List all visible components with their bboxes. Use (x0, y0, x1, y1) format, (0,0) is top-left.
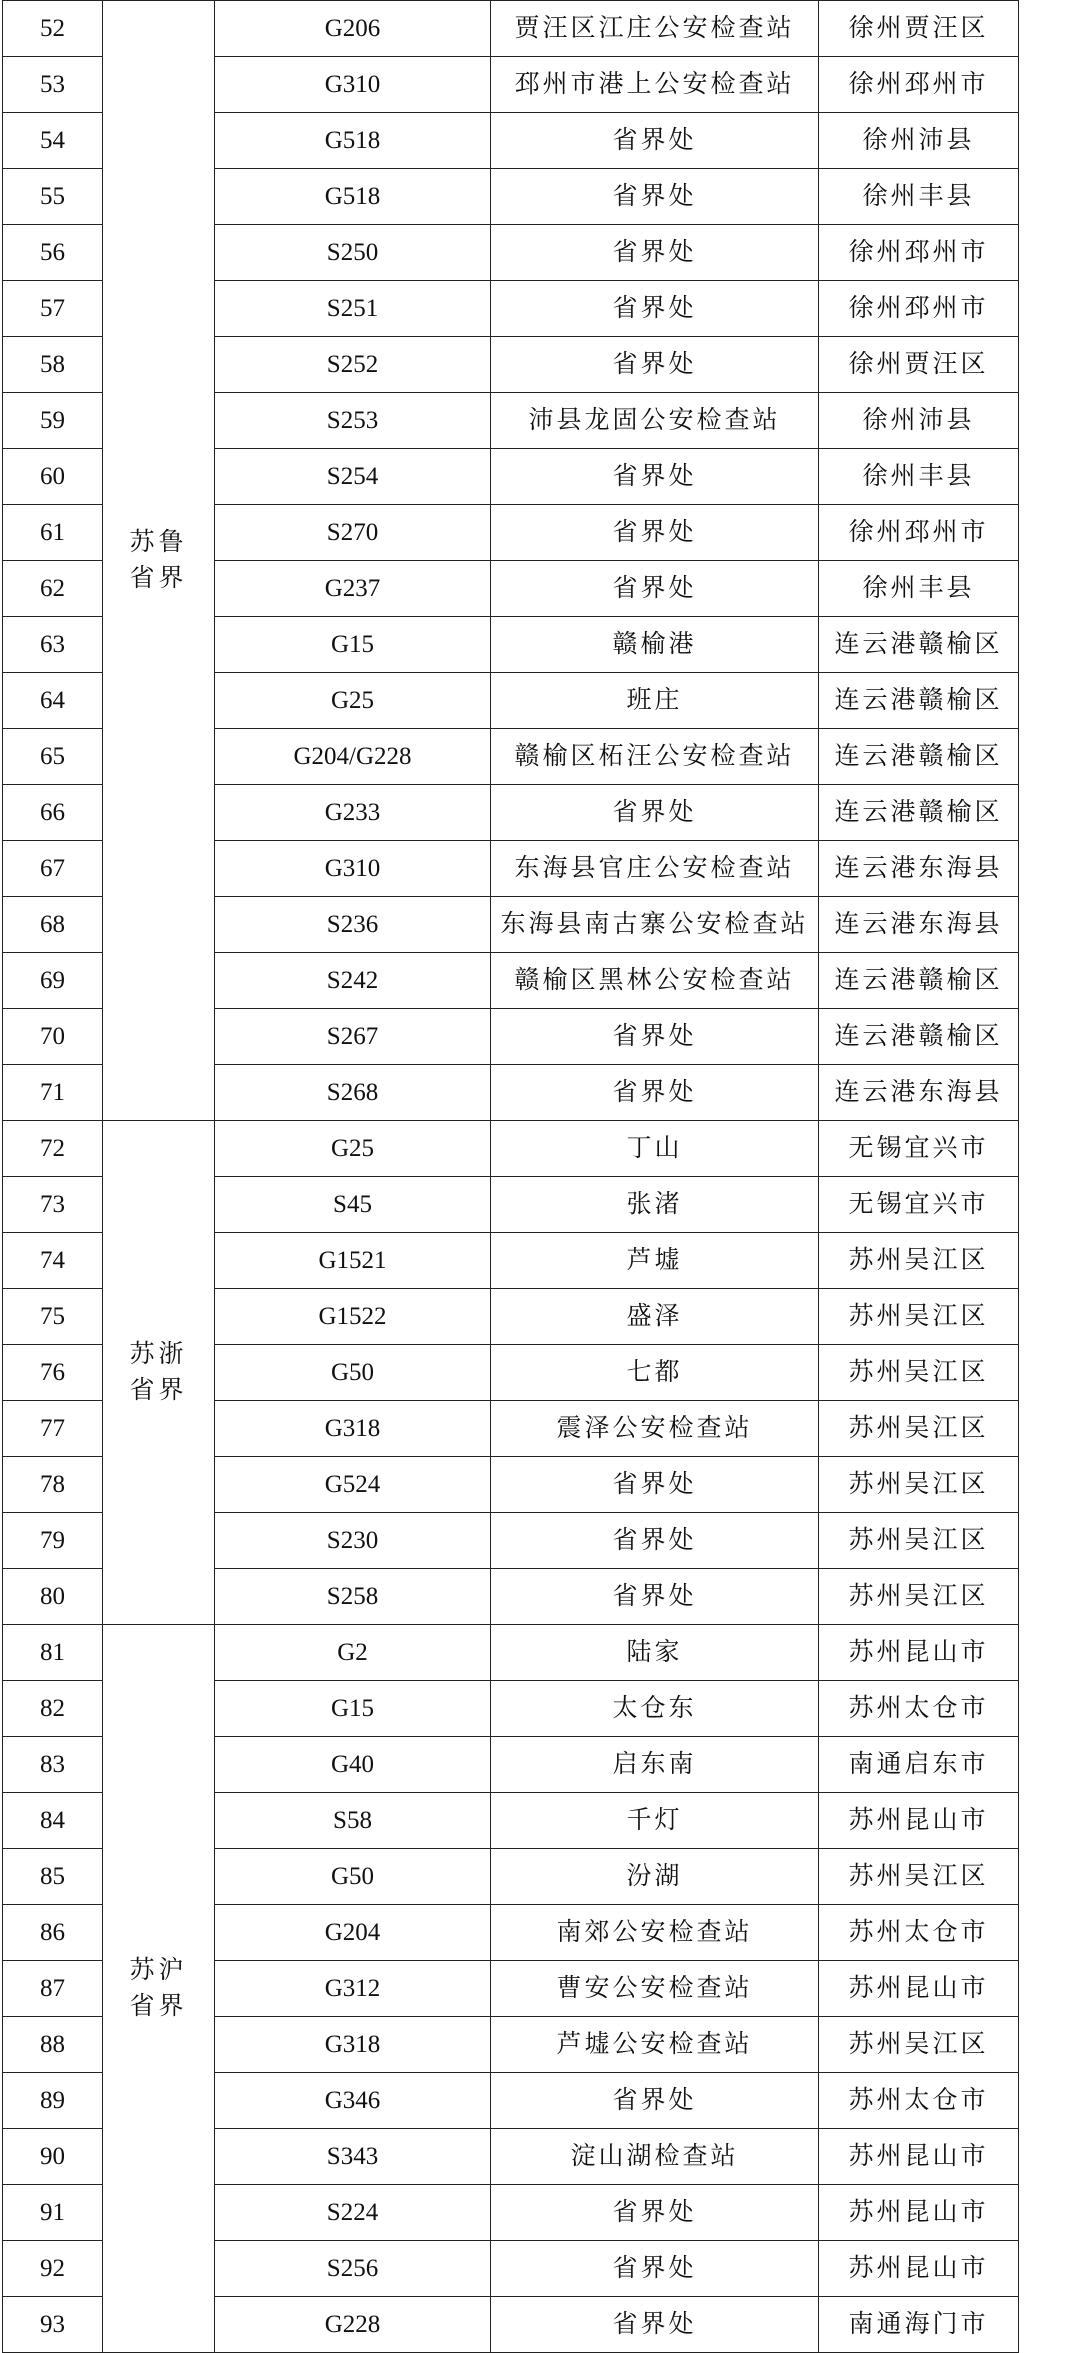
checkpoint-name-cell: 赣榆区柘汪公安检查站 (491, 729, 819, 785)
road-code-cell: S267 (215, 1009, 491, 1065)
location-cell: 徐州丰县 (819, 169, 1019, 225)
road-code-cell: G318 (215, 2017, 491, 2073)
checkpoint-name-cell: 省界处 (491, 225, 819, 281)
checkpoint-name-cell: 省界处 (491, 1065, 819, 1121)
road-code-cell: S252 (215, 337, 491, 393)
road-code-cell: G15 (215, 617, 491, 673)
location-cell: 苏州吴江区 (819, 1345, 1019, 1401)
row-number-cell: 90 (3, 2129, 103, 2185)
location-cell: 连云港东海县 (819, 1065, 1019, 1121)
row-number-cell: 81 (3, 1625, 103, 1681)
table-row (3, 1, 1019, 57)
checkpoint-name-cell: 省界处 (491, 1569, 819, 1625)
row-number-cell: 75 (3, 1289, 103, 1345)
location-cell: 苏州吴江区 (819, 1849, 1019, 1905)
row-number-cell: 83 (3, 1737, 103, 1793)
location-cell: 徐州贾汪区 (819, 337, 1019, 393)
location-cell: 苏州吴江区 (819, 1457, 1019, 1513)
row-number-cell: 88 (3, 2017, 103, 2073)
location-cell: 苏州昆山市 (819, 2241, 1019, 2297)
location-cell: 徐州贾汪区 (819, 1, 1019, 57)
road-code-cell: S256 (215, 2241, 491, 2297)
location-cell: 苏州太仓市 (819, 1681, 1019, 1737)
checkpoint-name-cell: 曹安公安检查站 (491, 1961, 819, 2017)
road-code-cell: G318 (215, 1401, 491, 1457)
checkpoint-name-cell: 芦墟公安检查站 (491, 2017, 819, 2073)
location-cell: 连云港赣榆区 (819, 785, 1019, 841)
checkpoint-name-cell: 省界处 (491, 2073, 819, 2129)
location-cell: 徐州丰县 (819, 449, 1019, 505)
location-cell: 苏州吴江区 (819, 1233, 1019, 1289)
location-cell: 无锡宜兴市 (819, 1177, 1019, 1233)
location-cell: 徐州丰县 (819, 561, 1019, 617)
row-number-cell: 68 (3, 897, 103, 953)
location-cell: 苏州吴江区 (819, 2017, 1019, 2073)
road-code-cell: G237 (215, 561, 491, 617)
row-number-cell: 89 (3, 2073, 103, 2129)
road-code-cell: S230 (215, 1513, 491, 1569)
road-code-cell: G50 (215, 1849, 491, 1905)
road-code-cell: G1521 (215, 1233, 491, 1289)
road-code-cell: S45 (215, 1177, 491, 1233)
road-code-cell: G1522 (215, 1289, 491, 1345)
checkpoint-name-cell: 七都 (491, 1345, 819, 1401)
row-number-cell: 78 (3, 1457, 103, 1513)
checkpoint-name-cell: 千灯 (491, 1793, 819, 1849)
row-number-cell: 66 (3, 785, 103, 841)
road-code-cell: S254 (215, 449, 491, 505)
location-cell: 苏州吴江区 (819, 1401, 1019, 1457)
checkpoint-name-cell: 陆家 (491, 1625, 819, 1681)
checkpoint-name-cell: 省界处 (491, 1513, 819, 1569)
checkpoint-name-cell: 贾汪区江庄公安检查站 (491, 1, 819, 57)
road-code-cell: G310 (215, 841, 491, 897)
border-group-cell (103, 1121, 215, 1625)
checkpoint-name-cell: 省界处 (491, 169, 819, 225)
checkpoint-name-cell: 南郊公安检查站 (491, 1905, 819, 1961)
road-code-cell: G310 (215, 57, 491, 113)
road-code-cell: S258 (215, 1569, 491, 1625)
row-number-cell: 67 (3, 841, 103, 897)
road-code-cell: G25 (215, 673, 491, 729)
row-number-cell: 85 (3, 1849, 103, 1905)
checkpoint-name-cell: 芦墟 (491, 1233, 819, 1289)
row-number-cell: 53 (3, 57, 103, 113)
road-code-cell: S224 (215, 2185, 491, 2241)
road-code-cell: G2 (215, 1625, 491, 1681)
checkpoint-name-cell: 汾湖 (491, 1849, 819, 1905)
row-number-cell: 58 (3, 337, 103, 393)
row-number-cell: 57 (3, 281, 103, 337)
checkpoint-name-cell: 省界处 (491, 2241, 819, 2297)
row-number-cell: 93 (3, 2297, 103, 2353)
location-cell: 苏州吴江区 (819, 1569, 1019, 1625)
checkpoint-name-cell: 省界处 (491, 2297, 819, 2353)
border-group-label-line2: 省界 (129, 564, 188, 592)
checkpoint-name-cell: 盛泽 (491, 1289, 819, 1345)
location-cell: 苏州昆山市 (819, 1793, 1019, 1849)
location-cell: 南通海门市 (819, 2297, 1019, 2353)
row-number-cell: 73 (3, 1177, 103, 1233)
road-code-cell: G204 (215, 1905, 491, 1961)
location-cell: 连云港赣榆区 (819, 729, 1019, 785)
location-cell: 连云港东海县 (819, 841, 1019, 897)
checkpoint-name-cell: 赣榆区黑林公安检查站 (491, 953, 819, 1009)
row-number-cell: 55 (3, 169, 103, 225)
row-number-cell: 59 (3, 393, 103, 449)
row-number-cell: 62 (3, 561, 103, 617)
road-code-cell: G40 (215, 1737, 491, 1793)
checkpoint-name-cell: 淀山湖检查站 (491, 2129, 819, 2185)
location-cell: 苏州太仓市 (819, 2073, 1019, 2129)
row-number-cell: 61 (3, 505, 103, 561)
road-code-cell: G50 (215, 1345, 491, 1401)
checkpoint-name-cell: 震泽公安检查站 (491, 1401, 819, 1457)
row-number-cell: 84 (3, 1793, 103, 1849)
location-cell: 徐州邳州市 (819, 225, 1019, 281)
row-number-cell: 71 (3, 1065, 103, 1121)
location-cell: 南通启东市 (819, 1737, 1019, 1793)
row-number-cell: 69 (3, 953, 103, 1009)
road-code-cell: G518 (215, 169, 491, 225)
row-number-cell: 80 (3, 1569, 103, 1625)
checkpoint-name-cell: 赣榆港 (491, 617, 819, 673)
road-code-cell: S242 (215, 953, 491, 1009)
table-row (3, 1121, 1019, 1177)
border-group-label-line1: 苏浙 (129, 1340, 188, 1368)
checkpoint-name-cell: 省界处 (491, 505, 819, 561)
border-group-label-line2: 省界 (129, 1992, 188, 2020)
location-cell: 连云港赣榆区 (819, 617, 1019, 673)
road-code-cell: G228 (215, 2297, 491, 2353)
road-code-cell: G346 (215, 2073, 491, 2129)
road-code-cell: G206 (215, 1, 491, 57)
row-number-cell: 82 (3, 1681, 103, 1737)
row-number-cell: 60 (3, 449, 103, 505)
checkpoint-name-cell: 省界处 (491, 113, 819, 169)
checkpoint-name-cell: 张渚 (491, 1177, 819, 1233)
checkpoint-name-cell: 省界处 (491, 2185, 819, 2241)
checkpoint-name-cell: 东海县官庄公安检查站 (491, 841, 819, 897)
road-code-cell: G15 (215, 1681, 491, 1737)
row-number-cell: 56 (3, 225, 103, 281)
road-code-cell: S270 (215, 505, 491, 561)
row-number-cell: 77 (3, 1401, 103, 1457)
road-code-cell: G518 (215, 113, 491, 169)
location-cell: 徐州邳州市 (819, 57, 1019, 113)
border-group-cell (103, 1625, 215, 2353)
location-cell: 连云港赣榆区 (819, 673, 1019, 729)
location-cell: 苏州昆山市 (819, 1625, 1019, 1681)
location-cell: 苏州吴江区 (819, 1289, 1019, 1345)
row-number-cell: 76 (3, 1345, 103, 1401)
checkpoint-name-cell: 太仓东 (491, 1681, 819, 1737)
checkpoint-name-cell: 邳州市港上公安检查站 (491, 57, 819, 113)
road-code-cell: G233 (215, 785, 491, 841)
road-code-cell: S58 (215, 1793, 491, 1849)
location-cell: 苏州昆山市 (819, 1961, 1019, 2017)
checkpoint-name-cell: 省界处 (491, 785, 819, 841)
row-number-cell: 64 (3, 673, 103, 729)
road-code-cell: G312 (215, 1961, 491, 2017)
location-cell: 苏州吴江区 (819, 1513, 1019, 1569)
row-number-cell: 79 (3, 1513, 103, 1569)
row-number-cell: 65 (3, 729, 103, 785)
checkpoint-name-cell: 启东南 (491, 1737, 819, 1793)
row-number-cell: 70 (3, 1009, 103, 1065)
location-cell: 无锡宜兴市 (819, 1121, 1019, 1177)
checkpoint-name-cell: 省界处 (491, 1457, 819, 1513)
location-cell: 连云港赣榆区 (819, 1009, 1019, 1065)
checkpoint-name-cell: 丁山 (491, 1121, 819, 1177)
road-code-cell: S343 (215, 2129, 491, 2185)
row-number-cell: 74 (3, 1233, 103, 1289)
border-group-cell (103, 1, 215, 1121)
road-code-cell: G204/G228 (215, 729, 491, 785)
border-group-label-line1: 苏鲁 (129, 528, 188, 556)
location-cell: 徐州邳州市 (819, 505, 1019, 561)
checkpoint-name-cell: 省界处 (491, 561, 819, 617)
row-number-cell: 52 (3, 1, 103, 57)
location-cell: 徐州沛县 (819, 393, 1019, 449)
checkpoint-table (2, 0, 1019, 2353)
checkpoint-name-cell: 省界处 (491, 337, 819, 393)
checkpoint-name-cell: 班庄 (491, 673, 819, 729)
row-number-cell: 54 (3, 113, 103, 169)
location-cell: 苏州昆山市 (819, 2185, 1019, 2241)
location-cell: 苏州昆山市 (819, 2129, 1019, 2185)
row-number-cell: 63 (3, 617, 103, 673)
checkpoint-name-cell: 省界处 (491, 1009, 819, 1065)
row-number-cell: 91 (3, 2185, 103, 2241)
checkpoint-name-cell: 省界处 (491, 449, 819, 505)
road-code-cell: S268 (215, 1065, 491, 1121)
road-code-cell: S251 (215, 281, 491, 337)
checkpoint-name-cell: 沛县龙固公安检查站 (491, 393, 819, 449)
checkpoint-name-cell: 东海县南古寨公安检查站 (491, 897, 819, 953)
border-group-label-line1: 苏沪 (129, 1956, 188, 1984)
location-cell: 连云港赣榆区 (819, 953, 1019, 1009)
road-code-cell: G25 (215, 1121, 491, 1177)
border-group-label-line2: 省界 (129, 1376, 188, 1404)
row-number-cell: 86 (3, 1905, 103, 1961)
location-cell: 徐州邳州市 (819, 281, 1019, 337)
row-number-cell: 72 (3, 1121, 103, 1177)
checkpoint-table-body (3, 1, 1019, 2353)
road-code-cell: S250 (215, 225, 491, 281)
road-code-cell: S236 (215, 897, 491, 953)
location-cell: 苏州太仓市 (819, 1905, 1019, 1961)
checkpoint-name-cell: 省界处 (491, 281, 819, 337)
road-code-cell: G524 (215, 1457, 491, 1513)
row-number-cell: 87 (3, 1961, 103, 2017)
location-cell: 连云港东海县 (819, 897, 1019, 953)
road-code-cell: S253 (215, 393, 491, 449)
row-number-cell: 92 (3, 2241, 103, 2297)
table-row (3, 1625, 1019, 1681)
location-cell: 徐州沛县 (819, 113, 1019, 169)
